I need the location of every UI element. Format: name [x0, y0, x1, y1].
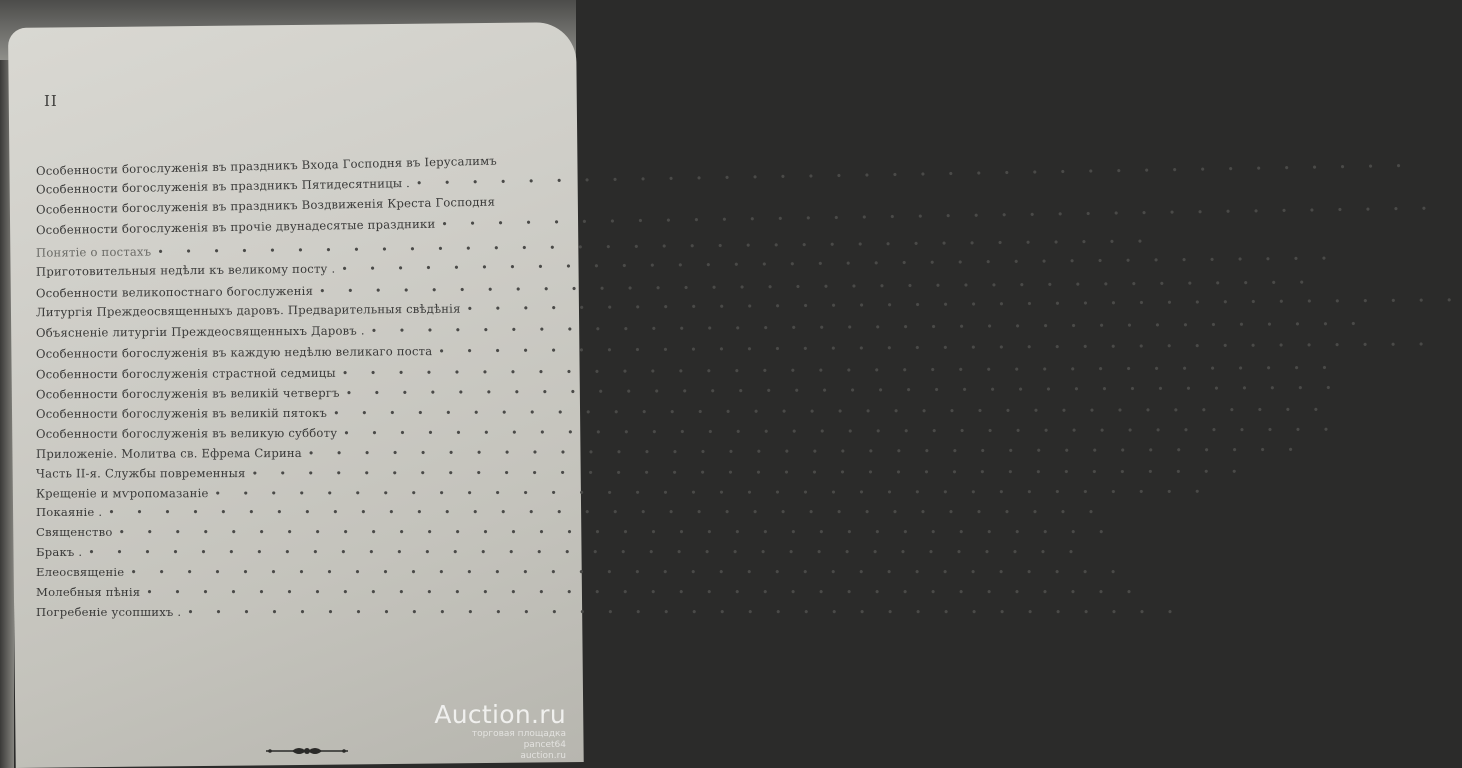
- toc-entry: [35, 276, 1315, 301]
- toc-entry-title: Приложеніе. Молитва св. Ефрема Сирина: [35, 445, 302, 461]
- toc-entry: [35, 465, 1247, 481]
- toc-leader: • • • • • • • • • • • • • • • • • • • • • • • • • • • • • • • • • • • •: [441, 202, 1437, 231]
- toc-leader: • • • • • • • • • • • • • • • • • • • • • • • • • • • • • • • • • • • •: [88, 546, 1084, 559]
- toc-entry-title: Часть II-я. Службы повременныя: [35, 466, 246, 481]
- toc-entry: [35, 381, 1341, 402]
- toc-entry-title: Елеосвященіе: [36, 565, 125, 579]
- page-number: II: [44, 92, 58, 110]
- toc-entry-title: Особенности богослуженія въ праздникъ Пятидесятницы .: [35, 176, 411, 197]
- toc-entry-title: Особенности богослуженія страстной седмицы: [35, 365, 336, 382]
- watermark-brand: Auction.ru: [434, 700, 566, 729]
- toc-entry-title: Приготовительныя недѣли къ великому посту .: [35, 261, 336, 279]
- toc-leader: • • • • • • • • • • • • • • • • • • • • • • • • • • • • • • • • • • • •: [214, 485, 1210, 501]
- toc-entry: [35, 423, 1339, 441]
- toc-leader: • • • • • • • • • • • • • • • • • • • • • • • • • • • • • • • • • • • •: [118, 526, 1114, 539]
- toc-leader: • • • • • • • • • • • • • • • • • • • • • • • • • • • • • • • • • • • •: [108, 506, 1104, 519]
- toc-entry: [35, 403, 1329, 421]
- toc-leader: • • • • • • • • • • • • • • • • • • • • • • • • • • • • • • • • • • • •: [130, 566, 1126, 579]
- toc-leader: • • • • • • • • • • • • • • • • • • • • • • • • • • • • • • • • • • • •: [318, 276, 1315, 298]
- toc-entry-title: Особенности богослуженія въ прочіе двунадесятые праздники: [35, 216, 436, 238]
- toc-entry: [35, 361, 1337, 382]
- toc-entry: [35, 235, 1153, 260]
- toc-entry-title: Понятіе о постахъ: [35, 244, 152, 260]
- toc-leader: • • • • • • • • • • • • • • • • • • • • • • • • • • • • • • • • • • • •: [251, 465, 1247, 481]
- watermark-line: auction.ru: [520, 751, 566, 761]
- toc-entry: [35, 338, 1434, 361]
- toc-entry-title: Особенности богослуженія въ великій пятокъ: [35, 405, 328, 421]
- toc-leader: • • • • • • • • • • • • • • • • • • • • • • • • • • • • • • • • • • • •: [370, 317, 1366, 338]
- toc-entry-title: Объясненіе литургіи Преждеосвященныхъ Даровъ .: [35, 323, 365, 340]
- toc-entry: [36, 605, 1183, 619]
- toc-entry-title: Особенности богослуженія въ великій четвергъ: [35, 385, 340, 402]
- toc-leader: • • • • • • • • • • • • • • • • • • • • • • • • • • • • • • • • • • • •: [345, 381, 1341, 400]
- toc-entry-title: Покаяніе .: [36, 505, 103, 519]
- toc-entry: [36, 193, 568, 216]
- toc-leader: • • • • • • • • • • • • • • • • • • • • • • • • • • • • • • • • • • • •: [333, 403, 1329, 420]
- toc-entry-title: Бракъ .: [36, 545, 83, 559]
- watermark: [396, 700, 566, 762]
- watermark-line: торговая площадка: [471, 729, 566, 739]
- toc-leader: • • • • • • • • • • • • • • • • • • • • • • • • • • • • • • • • • • • •: [343, 423, 1339, 440]
- toc-leader: • • • • • • • • • • • • • • • • • • • • • • • • • • • • • • • • • • • •: [341, 361, 1337, 380]
- toc-leader: • • • • • • • • • • • • • • • • • • • • • • • • • • • • • • • • • • • •: [415, 159, 1411, 190]
- toc-leader: • • • • • • • • • • • • • • • • • • • • • • • • • • • • • • • • • • • •: [466, 293, 1462, 316]
- toc-entry: [36, 505, 1104, 519]
- toc-entry: [35, 443, 1303, 461]
- toc-entry-title: Особенности богослуженія въ праздникъ Воздвиженія Креста Господня: [35, 194, 496, 217]
- toc-leader: • • • • • • • • • • • • • • • • • • • • • • • • • • • • • • • • • • • •: [187, 606, 1183, 619]
- toc-entry: [36, 565, 1126, 579]
- toc-leader: • • • • • • • • • • • • • • • • • • • • • • • • • • • • • • • • • • • •: [438, 338, 1434, 359]
- toc-entry-title: Особенности богослуженія въ великую субботу: [35, 425, 338, 441]
- watermark-line: pancet64: [523, 740, 566, 750]
- toc-entry-title: Молебныя пѣнія: [36, 585, 141, 599]
- toc-entry: [36, 545, 1084, 559]
- toc-entry: [36, 525, 1114, 539]
- toc-entry: [35, 485, 1210, 501]
- toc-entry-title: Крещеніе и мѵропомазаніе: [35, 486, 209, 501]
- toc-entry-title: Особенности богослуженія въ праздникъ Входа Господня въ Іерусалимъ: [35, 153, 498, 179]
- toc-entry: [35, 293, 1462, 320]
- toc-entry-title: Особенности богослуженія въ каждую недѣлю великаго поста: [35, 344, 433, 361]
- toc-leader: • • • • • • • • • • • • • • • • • • • • • • • • • • • • • • • • • • • •: [307, 443, 1303, 460]
- toc-entry: [35, 317, 1366, 340]
- toc-leader: • • • • • • • • • • • • • • • • • • • • • • • • • • • • • • • • • • • •: [341, 252, 1337, 276]
- toc-entry-title: Особенности великопостнаго богослуженія: [35, 283, 314, 301]
- toc-leader: • • • • • • • • • • • • • • • • • • • • • • • • • • • • • • • • • • • •: [146, 586, 1142, 599]
- toc-entry: [36, 585, 1142, 599]
- ornament-rule: [262, 744, 352, 758]
- toc-entry-title: Литургія Преждеосвященныхъ даровъ. Предварительныя свѣдѣнія: [35, 301, 461, 320]
- toc-leader: • • • • • • • • • • • • • • • • • • • • • • • • • • • • • • • • • • • •: [157, 235, 1153, 259]
- toc-entry-title: Погребеніе усопшихъ .: [36, 605, 182, 619]
- toc-entry-title: Священство: [36, 525, 113, 539]
